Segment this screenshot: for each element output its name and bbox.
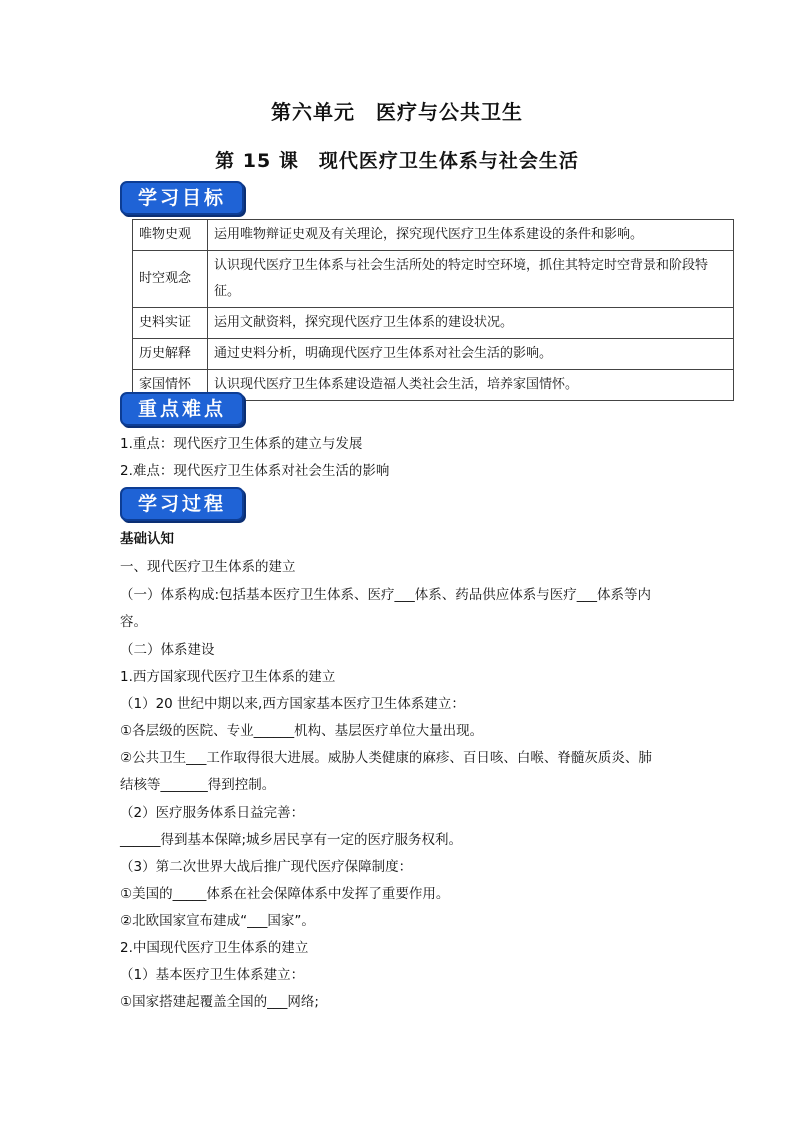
goal-text: 认识现代医疗卫生体系与社会生活所处的特定时空环境，抓住其特定时空背景和阶段特征。 [208, 251, 734, 308]
text-line: ______得到基本保障;城乡居民享有一定的医疗服务权利。 [120, 832, 463, 848]
goal-text: 运用唯物辩证史观及有关理论，探究现代医疗卫生体系建设的条件和影响。 [208, 220, 734, 251]
goal-key: 唯物史观 [133, 220, 208, 251]
text-line: ①国家搭建起覆盖全国的___网络; [120, 994, 319, 1010]
learning-process-banner: 学习过程 [120, 487, 244, 521]
text-line: 结核等_______得到控制。 [120, 777, 276, 793]
key-difficult-points-banner: 重点难点 [120, 392, 244, 426]
table-row [133, 339, 734, 370]
table-row [133, 220, 734, 251]
text-line: ②北欧国家宣布建成“___国家”。 [120, 913, 315, 929]
goal-key: 家国情怀 [133, 370, 208, 401]
text-line: ①各层级的医院、专业______机构、基层医疗单位大量出现。 [120, 723, 484, 739]
text-line: （1）20 世纪中期以来,西方国家基本医疗卫生体系建立： [120, 696, 465, 712]
goal-key: 史料实证 [133, 308, 208, 339]
table-row [133, 251, 734, 308]
text-line: 容。 [120, 614, 147, 630]
difficult-point: 2.难点：现代医疗卫生体系对社会生活的影响 [120, 463, 390, 479]
goal-key: 时空观念 [133, 251, 208, 308]
text-line: ①美国的_____体系在社会保障体系中发挥了重要作用。 [120, 886, 450, 902]
table-row [133, 308, 734, 339]
goal-key: 历史解释 [133, 339, 208, 370]
text-line: 一、现代医疗卫生体系的建立 [120, 559, 296, 575]
goal-text: 通过史料分析，明确现代医疗卫生体系对社会生活的影响。 [208, 339, 734, 370]
text-line: 2.中国现代医疗卫生体系的建立 [120, 940, 309, 956]
lesson-title: 第 15 课 现代医疗卫生体系与社会生活 [215, 150, 579, 172]
text-line: 1.西方国家现代医疗卫生体系的建立 [120, 669, 336, 685]
key-point: 1.重点：现代医疗卫生体系的建立与发展 [120, 436, 363, 452]
text-line: （二）体系建设 [120, 642, 215, 658]
unit-title: 第六单元 医疗与公共卫生 [271, 100, 523, 124]
text-line: （一）体系构成:包括基本医疗卫生体系、医疗___体系、药品供应体系与医疗___体系等内 [120, 587, 652, 603]
text-line: （3）第二次世界大战后推广现代医疗保障制度： [120, 859, 413, 875]
goal-text: 认识现代医疗卫生体系建设造福人类社会生活，培养家国情怀。 [208, 370, 734, 401]
text-line: （1）基本医疗卫生体系建立： [120, 967, 305, 983]
learning-goals-table [132, 219, 734, 401]
section-heading: 基础认知 [120, 531, 174, 547]
text-line: ②公共卫生___工作取得很大进展。威胁人类健康的麻疹、百日咳、白喉、脊髓灰质炎、肺 [120, 750, 652, 766]
text-line: （2）医疗服务体系日益完善： [120, 805, 305, 821]
goal-text: 运用文献资料，探究现代医疗卫生体系的建设状况。 [208, 308, 734, 339]
learning-goals-banner: 学习目标 [120, 181, 244, 215]
